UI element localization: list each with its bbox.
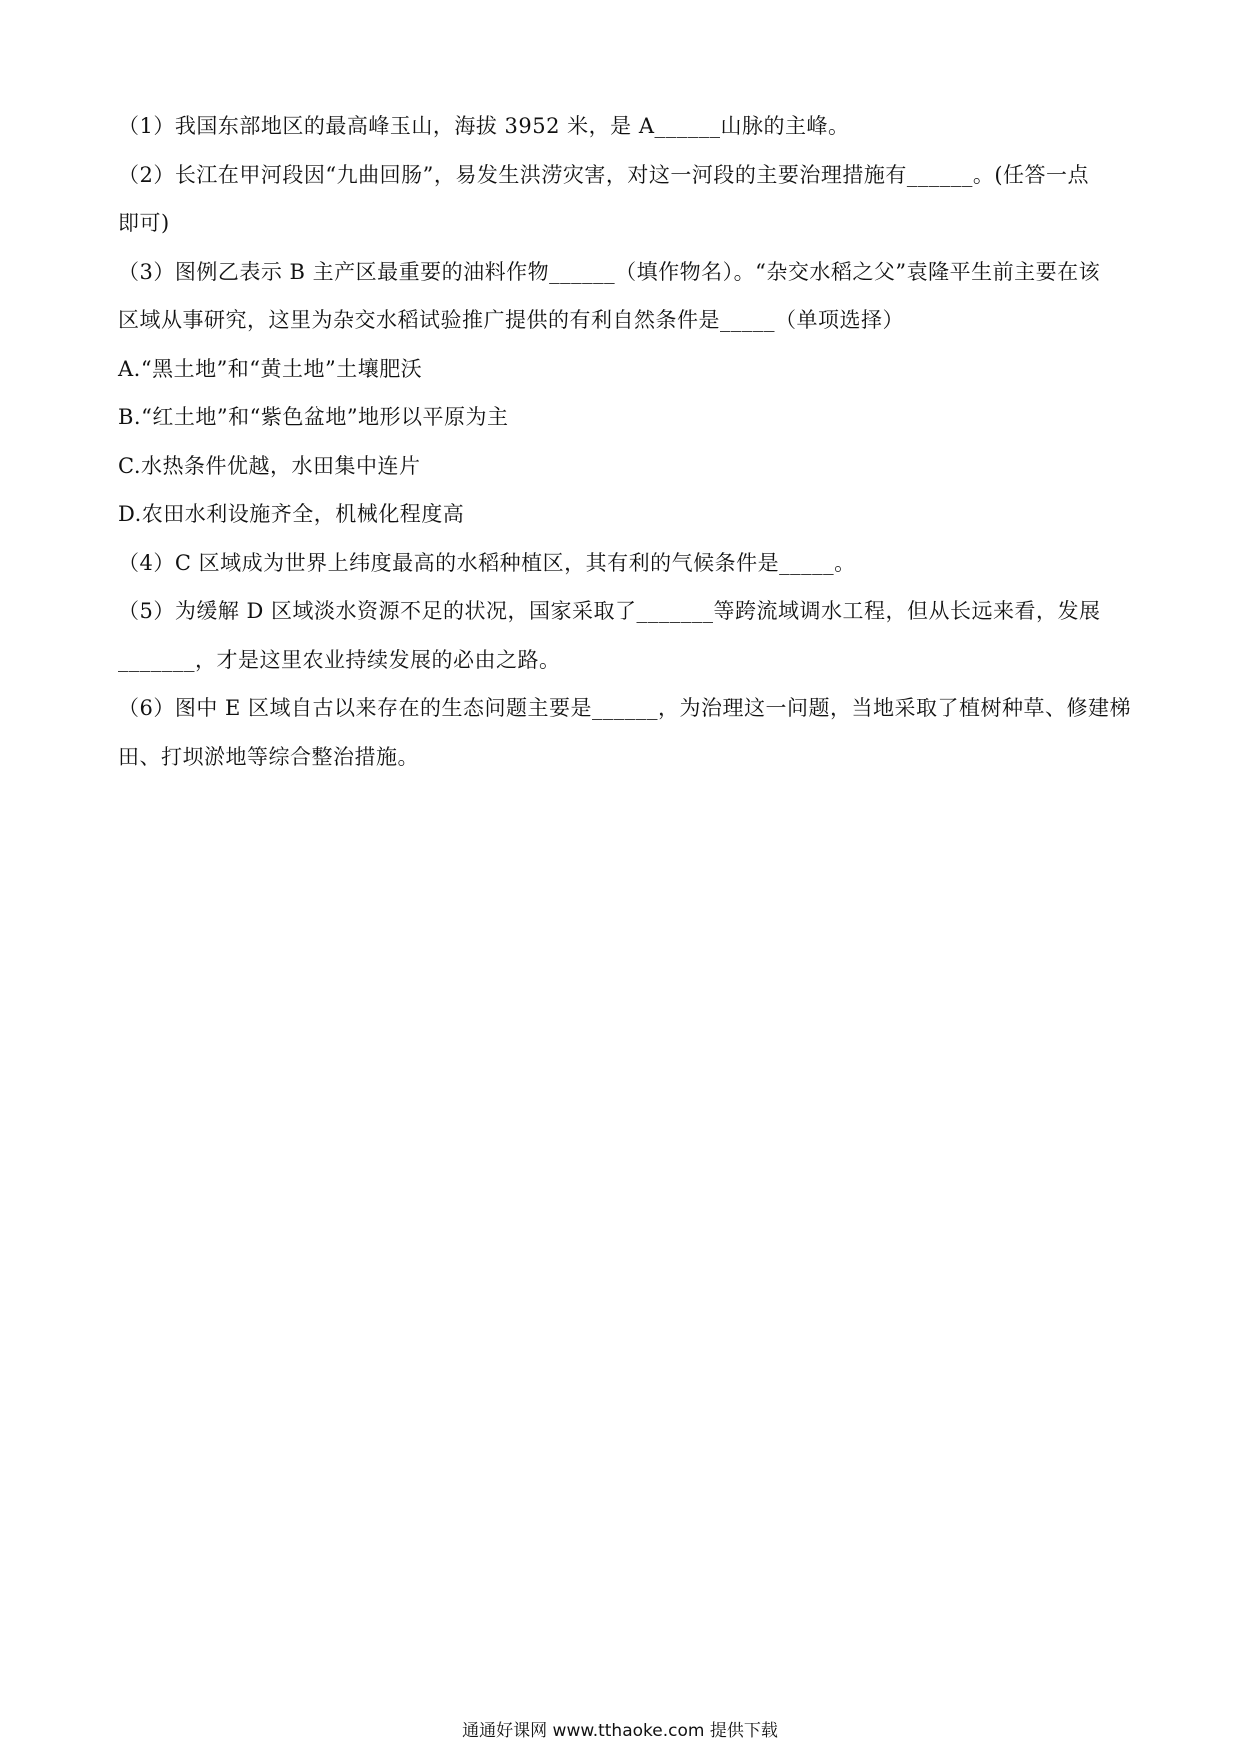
question-6-line-2: 田、打坝淤地等综合整治措施。 [118,744,419,769]
question-2-line-1: （2）长江在甲河段因“九曲回肠”，易发生洪涝灾害，对这一河段的主要治理措施有______。(任答一点 [118,162,1090,187]
question-6-line-1: （6）图中 E 区域自古以来存在的生态问题主要是______，为治理这一问题，当地采取了植树种草、修建梯 [118,696,1132,720]
question-1: （1）我国东部地区的最高峰玉山，海拔 3952 米，是 A______山脉的主峰。 [118,114,850,138]
option-b: B.“红土地”和“紫色盆地”地形以平原为主 [118,405,509,429]
option-a: A.“黑土地”和“黄土地”土壤肥沃 [118,356,423,381]
question-5-line-1: （5）为缓解 D 区域淡水资源不足的状况，国家采取了_______等跨流域调水工程，但从长远来看，发展 [118,599,1101,623]
question-content [118,102,1130,781]
question-2-line-2: 即可) [118,211,170,235]
page-footer: 通通好课网 www.tthaoke.com 提供下载 [462,1721,778,1741]
question-3-line-1: （3）图例乙表示 B 主产区最重要的油料作物______（填作物名）。“杂交水稻之父”袁隆平生前主要在该 [118,259,1101,284]
option-c: C.水热条件优越，水田集中连片 [118,453,421,478]
question-3-line-2: 区域从事研究，这里为杂交水稻试验推广提供的有利自然条件是_____（单项选择） [118,308,904,332]
question-4: （4）C 区域成为世界上纬度最高的水稻种植区，其有利的气候条件是_____。 [118,550,856,575]
option-d: D.农田水利设施齐全，机械化程度高 [118,502,465,526]
question-5-line-2: _______，才是这里农业持续发展的必由之路。 [118,647,561,672]
